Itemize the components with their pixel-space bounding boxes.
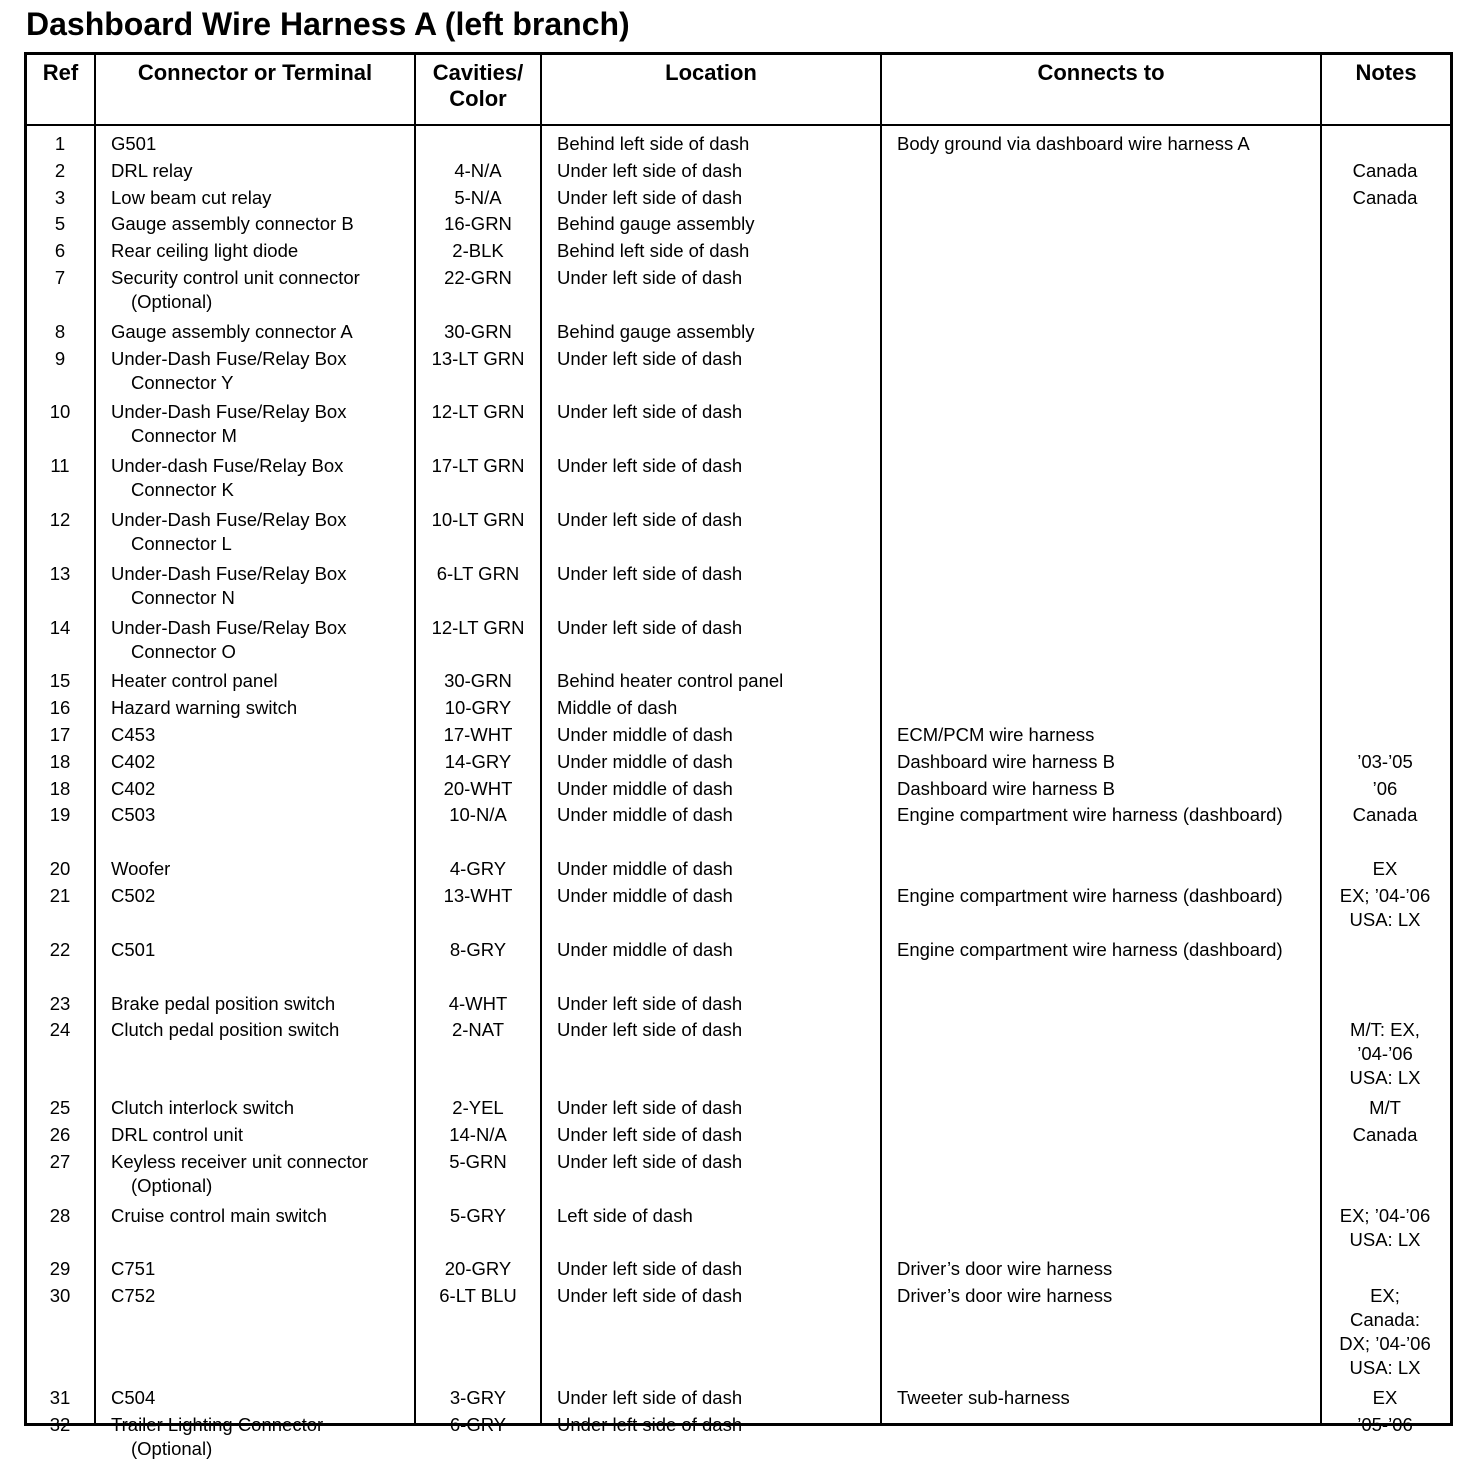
note-line: Canada: xyxy=(1350,1309,1420,1330)
row-ref: 6 xyxy=(54,240,66,261)
row-connects-to: Dashboard wire harness B xyxy=(897,751,1115,772)
row-connects-to: Driver’s door wire harness xyxy=(897,1285,1113,1306)
row-connector xyxy=(111,803,411,827)
row-connector xyxy=(111,938,411,962)
row-location: Under left side of dash xyxy=(557,348,743,369)
row-ref: 25 xyxy=(49,1097,71,1118)
row-connects-to: Body ground via dashboard wire harness A xyxy=(897,133,1250,154)
row-cavities: 10-GRY xyxy=(444,697,512,718)
row-connector xyxy=(111,1257,411,1281)
connector-name-cont: Connector L xyxy=(131,533,232,554)
connector-name: Rear ceiling light diode xyxy=(111,240,299,261)
row-cavities: 14-GRY xyxy=(444,751,512,772)
row-location: Behind left side of dash xyxy=(557,133,750,154)
row-location: Under left side of dash xyxy=(557,160,743,181)
row-ref: 3 xyxy=(54,187,66,208)
row-location: Under middle of dash xyxy=(557,724,733,745)
row-location: Behind gauge assembly xyxy=(557,213,755,234)
note-line: USA: LX xyxy=(1349,909,1421,930)
row-cavities: 5-GRN xyxy=(449,1151,507,1172)
row-connector xyxy=(111,777,411,801)
row-ref: 9 xyxy=(54,348,66,369)
row-cavities: 4-N/A xyxy=(454,160,502,181)
connector-name: Under-Dash Fuse/Relay Box xyxy=(111,563,347,584)
row-ref: 1 xyxy=(54,133,66,154)
row-cavities: 30-GRN xyxy=(444,670,512,691)
row-ref: 18 xyxy=(49,751,71,772)
row-notes xyxy=(1322,1204,1448,1252)
connector-name: Keyless receiver unit connector xyxy=(111,1151,369,1172)
row-location: Behind heater control panel xyxy=(557,670,784,691)
row-connector xyxy=(111,400,411,448)
row-location: Left side of dash xyxy=(557,1205,693,1226)
header-ref: Ref xyxy=(42,60,79,85)
row-ref: 2 xyxy=(54,160,66,181)
row-connector xyxy=(111,884,411,908)
connector-name: Security control unit connector xyxy=(111,267,360,288)
connector-name: C402 xyxy=(111,751,156,772)
row-cavities: 13-LT GRN xyxy=(431,348,525,369)
row-connector xyxy=(111,266,411,314)
row-location: Under middle of dash xyxy=(557,751,733,772)
column-divider xyxy=(540,52,542,1426)
row-ref: 17 xyxy=(49,724,71,745)
note-line: ’04-’06 xyxy=(1357,1043,1413,1064)
row-connector xyxy=(111,454,411,502)
row-location: Under left side of dash xyxy=(557,1019,743,1040)
header-location: Location xyxy=(665,60,757,85)
connector-name: C504 xyxy=(111,1387,156,1408)
row-notes xyxy=(1322,1284,1448,1380)
row-connector xyxy=(111,320,411,344)
row-cavities: 17-WHT xyxy=(443,724,513,745)
header-cavities-line2: Color xyxy=(449,86,507,111)
row-connector xyxy=(111,562,411,610)
connector-name-cont: (Optional) xyxy=(131,291,213,312)
note-line: Canada xyxy=(1352,1124,1418,1145)
column-divider xyxy=(880,52,882,1426)
row-location: Under left side of dash xyxy=(557,1124,743,1145)
row-ref: 18 xyxy=(49,778,71,799)
connector-name: C751 xyxy=(111,1258,156,1279)
row-ref: 14 xyxy=(49,617,71,638)
row-connector xyxy=(111,1150,411,1198)
row-cavities: 2-NAT xyxy=(451,1019,505,1040)
row-connector xyxy=(111,750,411,774)
note-line: ’05-’06 xyxy=(1357,1414,1413,1435)
row-notes xyxy=(1322,884,1448,932)
row-location: Under middle of dash xyxy=(557,858,733,879)
row-cavities: 14-N/A xyxy=(449,1124,507,1145)
connector-name-cont: Connector N xyxy=(131,587,235,608)
row-connects-to: Driver’s door wire harness xyxy=(897,1258,1113,1279)
row-ref: 8 xyxy=(54,321,66,342)
row-location: Under middle of dash xyxy=(557,939,733,960)
note-line: M/T: EX, xyxy=(1350,1019,1420,1040)
connector-name: Under-Dash Fuse/Relay Box xyxy=(111,617,347,638)
row-notes xyxy=(1322,1386,1448,1410)
row-ref: 13 xyxy=(49,563,71,584)
row-ref: 20 xyxy=(49,858,71,879)
connector-name: C503 xyxy=(111,804,156,825)
row-connects-to: Tweeter sub-harness xyxy=(897,1387,1070,1408)
connector-name: C501 xyxy=(111,939,156,960)
note-line: EX xyxy=(1372,1387,1398,1408)
connector-name: Clutch pedal position switch xyxy=(111,1019,340,1040)
row-ref: 27 xyxy=(49,1151,71,1172)
connector-name: Gauge assembly connector A xyxy=(111,321,353,342)
row-notes xyxy=(1322,1413,1448,1437)
row-ref: 22 xyxy=(49,939,71,960)
connector-name: DRL relay xyxy=(111,160,193,181)
row-notes xyxy=(1322,159,1448,183)
note-line: M/T xyxy=(1369,1097,1401,1118)
row-ref: 5 xyxy=(54,213,66,234)
row-connector xyxy=(111,1018,411,1042)
row-ref: 24 xyxy=(49,1019,71,1040)
note-line: Canada xyxy=(1352,160,1418,181)
row-notes xyxy=(1322,186,1448,210)
row-connects-to: Engine compartment wire harness (dashboard) xyxy=(897,939,1283,960)
row-connector xyxy=(111,186,411,210)
connector-name: C752 xyxy=(111,1285,156,1306)
row-connector xyxy=(111,857,411,881)
row-cavities: 8-GRY xyxy=(449,939,507,960)
row-notes xyxy=(1322,777,1448,801)
connector-name: Low beam cut relay xyxy=(111,187,272,208)
connector-name: Brake pedal position switch xyxy=(111,993,336,1014)
row-location: Under left side of dash xyxy=(557,187,743,208)
connector-name: Woofer xyxy=(111,858,171,879)
connector-name: Under-Dash Fuse/Relay Box xyxy=(111,401,347,422)
connector-name-cont: (Optional) xyxy=(131,1175,213,1196)
note-line: Canada xyxy=(1352,187,1418,208)
row-connector xyxy=(111,239,411,263)
connector-name: Cruise control main switch xyxy=(111,1205,327,1226)
row-cavities: 6-LT GRN xyxy=(436,563,520,584)
connector-name: Heater control panel xyxy=(111,670,278,691)
row-ref: 12 xyxy=(49,509,71,530)
row-connector xyxy=(111,696,411,720)
row-notes xyxy=(1322,1096,1448,1120)
row-connector xyxy=(111,132,411,156)
connector-name: C402 xyxy=(111,778,156,799)
row-connector xyxy=(111,1096,411,1120)
connector-name: C453 xyxy=(111,724,156,745)
row-cavities: 10-N/A xyxy=(449,804,507,825)
note-line: DX; ’04-’06 xyxy=(1339,1333,1431,1354)
row-notes xyxy=(1322,857,1448,881)
note-line: USA: LX xyxy=(1349,1229,1421,1250)
connector-name-cont: Connector M xyxy=(131,425,237,446)
row-connects-to: Engine compartment wire harness (dashboard) xyxy=(897,804,1283,825)
row-cavities: 3-GRY xyxy=(449,1387,507,1408)
row-ref: 29 xyxy=(49,1258,71,1279)
row-connector xyxy=(111,1123,411,1147)
row-ref: 15 xyxy=(49,670,71,691)
header-connects-to: Connects to xyxy=(1037,60,1165,85)
row-location: Under middle of dash xyxy=(557,804,733,825)
row-ref: 21 xyxy=(49,885,71,906)
row-location: Under left side of dash xyxy=(557,1414,743,1435)
header-cavities xyxy=(416,60,540,112)
row-cavities: 30-GRN xyxy=(444,321,512,342)
row-cavities: 6-LT BLU xyxy=(439,1285,517,1306)
row-location: Under left side of dash xyxy=(557,267,743,288)
row-connector xyxy=(111,669,411,693)
note-line: EX; xyxy=(1370,1285,1400,1306)
row-cavities: 12-LT GRN xyxy=(431,401,525,422)
row-notes xyxy=(1322,1123,1448,1147)
connector-name: Under-Dash Fuse/Relay Box xyxy=(111,348,347,369)
connector-name: C502 xyxy=(111,885,156,906)
note-line: EX; ’04-’06 xyxy=(1339,1205,1431,1226)
row-connector xyxy=(111,159,411,183)
connector-name: Clutch interlock switch xyxy=(111,1097,295,1118)
connector-name: Gauge assembly connector B xyxy=(111,213,354,234)
row-location: Under middle of dash xyxy=(557,885,733,906)
row-location: Under left side of dash xyxy=(557,1387,743,1408)
row-location: Under left side of dash xyxy=(557,617,743,638)
note-line: Canada xyxy=(1352,804,1418,825)
note-line: USA: LX xyxy=(1349,1067,1421,1088)
connector-name: Under-Dash Fuse/Relay Box xyxy=(111,509,347,530)
row-location: Under left side of dash xyxy=(557,1151,743,1172)
row-cavities: 4-GRY xyxy=(449,858,507,879)
header-cavities-line1: Cavities/ xyxy=(432,60,524,85)
row-notes xyxy=(1322,803,1448,827)
row-location: Under left side of dash xyxy=(557,455,743,476)
row-cavities: 6-GRY xyxy=(449,1414,507,1435)
row-ref: 16 xyxy=(49,697,71,718)
note-line: ’06 xyxy=(1372,778,1398,799)
connector-name: Under-dash Fuse/Relay Box xyxy=(111,455,344,476)
row-cavities: 2-YEL xyxy=(452,1097,504,1118)
row-ref: 11 xyxy=(50,455,70,476)
row-ref: 30 xyxy=(49,1285,71,1306)
row-cavities: 20-GRY xyxy=(444,1258,512,1279)
row-ref: 28 xyxy=(49,1205,71,1226)
row-cavities: 20-WHT xyxy=(443,778,513,799)
row-notes xyxy=(1322,750,1448,774)
row-ref: 31 xyxy=(49,1387,71,1408)
column-divider xyxy=(94,52,96,1426)
connector-name-cont: (Optional) xyxy=(131,1438,213,1459)
header-divider xyxy=(24,124,1453,126)
row-connects-to: Engine compartment wire harness (dashboard) xyxy=(897,885,1283,906)
connector-name: Trailer Lighting Connector xyxy=(111,1414,324,1435)
row-cavities: 10-LT GRN xyxy=(431,509,525,530)
row-cavities: 12-LT GRN xyxy=(431,617,525,638)
row-location: Under left side of dash xyxy=(557,1285,743,1306)
row-connector xyxy=(111,1413,411,1461)
row-connector xyxy=(111,508,411,556)
row-connector xyxy=(111,212,411,236)
row-cavities: 22-GRN xyxy=(444,267,512,288)
row-ref: 7 xyxy=(54,267,66,288)
row-connector xyxy=(111,1284,411,1308)
connector-name-cont: Connector Y xyxy=(131,372,234,393)
row-cavities: 5-GRY xyxy=(449,1205,507,1226)
row-cavities: 16-GRN xyxy=(444,213,512,234)
row-ref: 26 xyxy=(49,1124,71,1145)
row-cavities: 4-WHT xyxy=(448,993,508,1014)
row-cavities: 13-WHT xyxy=(443,885,513,906)
row-location: Under left side of dash xyxy=(557,401,743,422)
row-connector xyxy=(111,723,411,747)
note-line: ’03-’05 xyxy=(1357,751,1413,772)
row-ref: 32 xyxy=(49,1414,71,1435)
row-connector xyxy=(111,616,411,664)
row-ref: 19 xyxy=(49,804,71,825)
row-location: Behind left side of dash xyxy=(557,240,750,261)
connector-name: Hazard warning switch xyxy=(111,697,298,718)
row-location: Under left side of dash xyxy=(557,563,743,584)
page-title: Dashboard Wire Harness A (left branch) xyxy=(26,6,630,42)
row-connector xyxy=(111,1386,411,1410)
connector-name-cont: Connector K xyxy=(131,479,234,500)
row-connects-to: Dashboard wire harness B xyxy=(897,778,1115,799)
row-cavities: 2-BLK xyxy=(452,240,504,261)
row-location: Under left side of dash xyxy=(557,1097,743,1118)
row-notes xyxy=(1322,1018,1448,1090)
row-location: Behind gauge assembly xyxy=(557,321,755,342)
row-ref: 10 xyxy=(49,401,71,422)
row-location: Under left side of dash xyxy=(557,1258,743,1279)
row-location: Under left side of dash xyxy=(557,993,743,1014)
note-line: EX; ’04-’06 xyxy=(1339,885,1431,906)
header-notes: Notes xyxy=(1355,60,1417,85)
connector-name-cont: Connector O xyxy=(131,641,236,662)
row-location: Under middle of dash xyxy=(557,778,733,799)
row-connects-to: ECM/PCM wire harness xyxy=(897,724,1095,745)
row-cavities: 17-LT GRN xyxy=(431,455,525,476)
row-location: Under left side of dash xyxy=(557,509,743,530)
row-connector xyxy=(111,347,411,395)
header-connector: Connector or Terminal xyxy=(137,60,373,85)
row-connector xyxy=(111,992,411,1016)
note-line: USA: LX xyxy=(1349,1357,1421,1378)
row-location: Middle of dash xyxy=(557,697,678,718)
connector-name: G501 xyxy=(111,133,157,154)
row-connector xyxy=(111,1204,411,1228)
row-ref: 23 xyxy=(49,993,71,1014)
connector-name: DRL control unit xyxy=(111,1124,243,1145)
row-cavities: 5-N/A xyxy=(454,187,502,208)
note-line: EX xyxy=(1372,858,1398,879)
